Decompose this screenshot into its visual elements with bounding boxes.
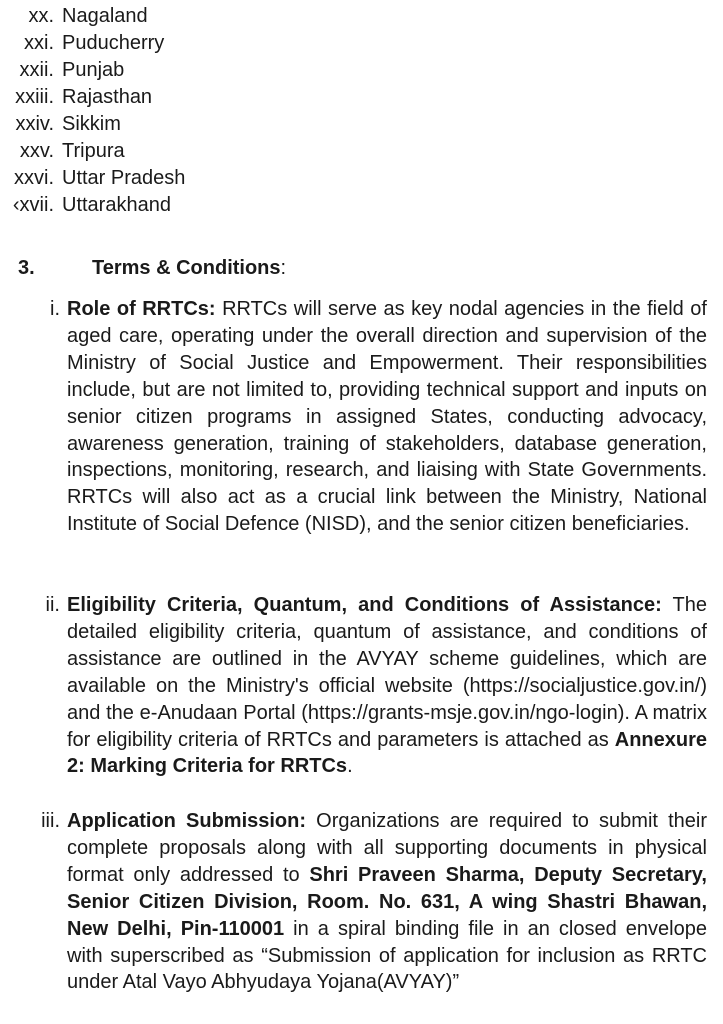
state-number: xxii. <box>19 59 54 81</box>
state-number: xxv. <box>19 140 54 162</box>
item-text: RRTCs will serve as key nodal agencies in the field of aged care, operating under the overall direction and supervision of the Ministry of Social Justice and Empowerment. Their responsibilities include, but are not limited to, providing technical support and inputs on senior citizen programs in assigned States, conducting advocacy, awareness generation, training of stakeholders, database generation, inspections, monitoring, research, and liaising with State Governments. RRTCs will also act as a crucial link between the Ministry, National Institute of Social Defence (NISD), and the senior citizen beneficiaries. <box>67 298 707 536</box>
section-heading <box>18 254 287 282</box>
section-title-colon: : <box>280 257 287 279</box>
state-name: Tripura <box>62 140 125 162</box>
item-body <box>67 296 707 538</box>
section-title-wrap <box>92 254 286 282</box>
state-number: xx. <box>28 5 54 27</box>
item-text: The detailed eligibility criteria, quantum of assistance, and conditions of assistance are outlined in the AVYAY scheme guidelines, which are available on the Ministry's official website (https://socialjustice.gov.in/) and the e-Anudaan Portal (https://grants-msje.gov.in/ngo-login). A matrix for eligibility criteria of RRTCs and parameters is attached as <box>67 594 707 751</box>
state-number: xxiii. <box>15 86 54 108</box>
postal-address: Shri Praveen Sharma, Deputy Secretary, Senior Citizen Division, Room. No. 631, A wing Shastri Bhawan, New Delhi, Pin-110001 <box>67 863 707 940</box>
item-heading: Role of RRTCs: <box>67 298 216 320</box>
state-name: Punjab <box>62 59 125 81</box>
item-text: Organizations are required to submit their complete proposals along with all supporting documents in physical format only addressed to <box>67 810 708 886</box>
state-number: xxiv. <box>15 113 54 135</box>
state-name: Uttarakhand <box>62 194 171 216</box>
item-number: ii. <box>45 594 60 616</box>
item-body <box>67 808 707 996</box>
item-number: iii. <box>41 810 60 832</box>
item-heading: Application Submission: <box>67 810 307 832</box>
item-body <box>67 592 707 780</box>
state-name: Sikkim <box>62 113 121 135</box>
section-title: Terms & Conditions <box>92 257 281 279</box>
item-heading: Eligibility Criteria, Quantum, and Conditions of Assistance: <box>67 594 662 616</box>
state-name: Rajasthan <box>62 86 153 108</box>
state-number: ‹xvii. <box>12 194 54 216</box>
state-number: xxvi. <box>14 167 54 189</box>
item-number: i. <box>50 298 60 320</box>
state-name: Puducherry <box>62 32 165 54</box>
item-text-end: . <box>347 755 353 778</box>
annexure-reference: Annexure 2: Marking Criteria for RRTCs <box>67 728 707 778</box>
state-number: xxi. <box>24 32 54 54</box>
state-name: Nagaland <box>62 5 148 27</box>
item-text-continued: in a spiral binding file in an closed envelope with superscribed as “Submission of application for inclusion as RRTC under Atal Vayo Abhyudaya Yojana(AVYAY)” <box>67 917 707 994</box>
section-number: 3. <box>18 257 35 279</box>
state-name: Uttar Pradesh <box>62 167 186 189</box>
